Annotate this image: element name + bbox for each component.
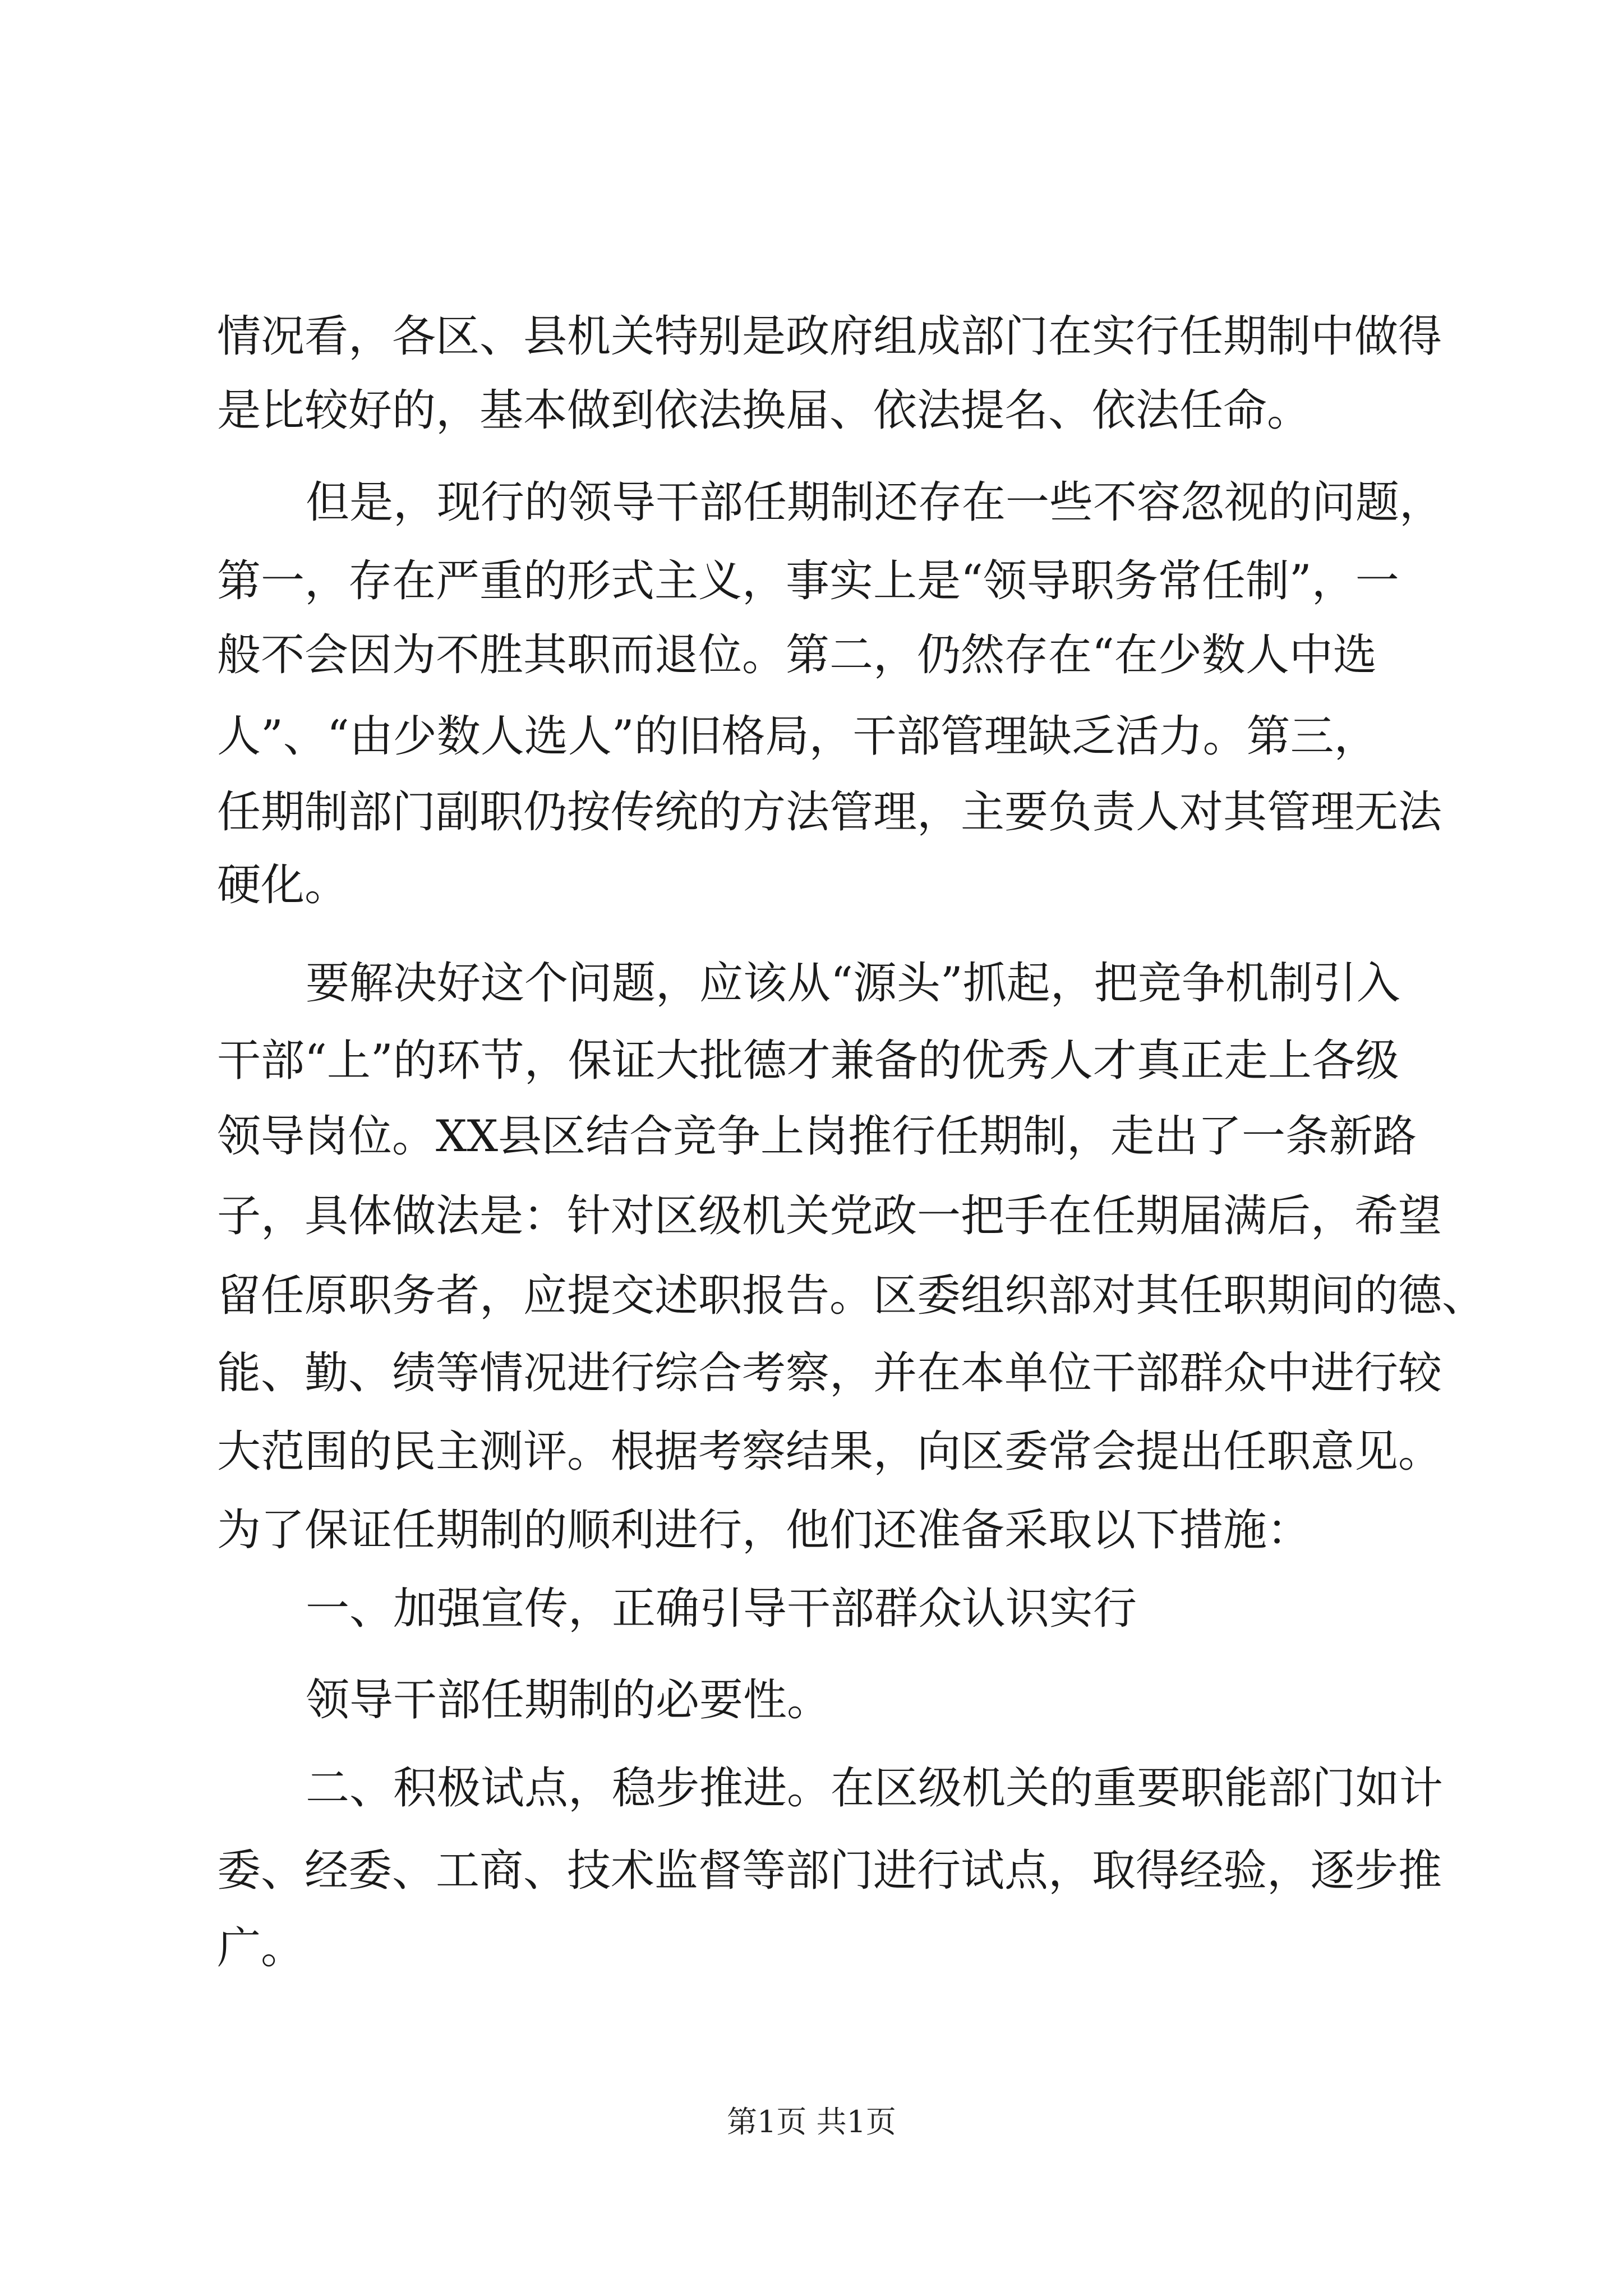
text-line: 领导干部任期制的必要性。 [306, 1675, 831, 1726]
text-line: 一、加强宣传，正确引导干部群众认识实行 [306, 1584, 1137, 1634]
text-line: 子，具体做法是：针对区级机关党政一把手在任期届满后，希望 [217, 1191, 1442, 1241]
text-line: 为了保证任期制的顺利进行，他们还准备采取以下措施： [217, 1505, 1311, 1556]
text-line: 广。 [217, 1923, 305, 1973]
text-line: 要解决好这个问题，应该从“源头”抓起，把竞争机制引入 [306, 958, 1400, 1009]
text-line: 能、勤、绩等情况进行综合考察，并在本单位干部群众中进行较 [217, 1348, 1442, 1398]
text-line: 二、积极试点，稳步推进。在区级机关的重要职能部门如计 [306, 1763, 1444, 1814]
text-line: 第一，存在严重的形式主义，事实上是“领导职务常任制”，一 [217, 556, 1399, 606]
text-line: 大范围的民主测评。根据考察结果，向区委常会提出任职意见。 [217, 1427, 1442, 1477]
text-line: 但是，现行的领导干部任期制还存在一些不容忽视的问题， [306, 477, 1444, 528]
text-line: 委、经委、工商、技术监督等部门进行试点，取得经验，逐步推 [217, 1846, 1442, 1896]
page-number-footer: 第1页 共1页 [727, 2104, 896, 2139]
text-line: 般不会因为不胜其职而退位。第二，仍然存在“在少数人中选 [217, 630, 1377, 680]
text-line: 留任原职务者，应提交述职报告。区委组织部对其任职期间的德、 [217, 1271, 1486, 1321]
text-line: 情况看，各区、县机关特别是政府组成部门在实行任期制中做得 [217, 311, 1442, 362]
text-line: 硬化。 [217, 860, 349, 910]
text-line: 任期制部门副职仍按传统的方法管理，主要负责人对其管理无法 [217, 787, 1442, 838]
text-line: 领导岗位。XX县区结合竞争上岗推行任期制，走出了一条新路 [217, 1111, 1417, 1162]
text-line: 干部“上”的环节，保证大批德才兼备的优秀人才真正走上各级 [217, 1036, 1399, 1086]
text-line: 人”、“由少数人选人”的旧格局，干部管理缺乏活力。第三， [217, 711, 1378, 762]
text-line: 是比较好的，基本做到依法换届、依法提名、依法任命。 [217, 385, 1311, 436]
